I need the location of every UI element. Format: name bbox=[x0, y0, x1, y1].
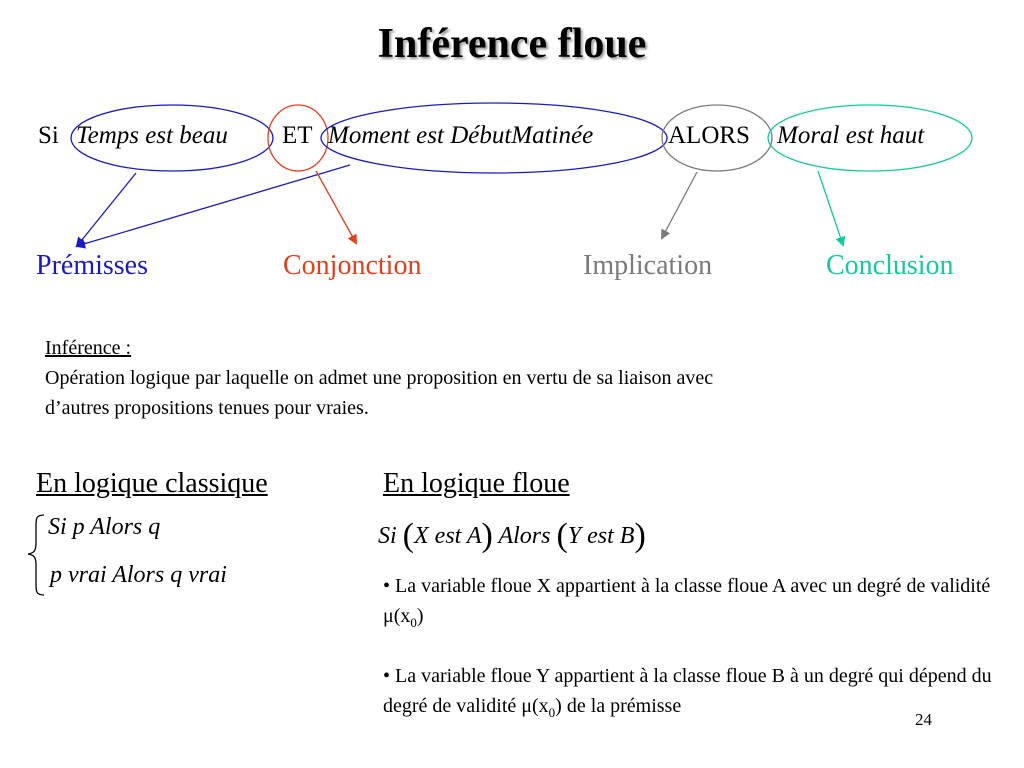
arrow-alors bbox=[662, 172, 697, 238]
arrow-et bbox=[316, 171, 356, 243]
bullet2-text: • La variable floue Y appartient à la classe floue B à un degré qui dépend du degré de validité μ(x bbox=[383, 665, 992, 717]
classique-line1: Si p Alors q bbox=[48, 514, 161, 540]
label-premisses: Prémisses bbox=[36, 250, 148, 281]
classique-heading: En logique classique bbox=[36, 468, 268, 499]
formula-paren-close-1: ) bbox=[481, 517, 493, 554]
formula-y: Y est B bbox=[567, 523, 635, 549]
bullet1-text: • La variable floue X appartient à la classe floue A avec un degré de validité μ(x bbox=[383, 575, 991, 627]
arrow-premise1 bbox=[77, 173, 136, 246]
floue-heading: En logique floue bbox=[383, 468, 570, 499]
definition-line1: Opération logique par laquelle on admet une proposition en vertu de sa liaison avec bbox=[45, 367, 714, 389]
sentence-premise1: Temps est beau bbox=[76, 122, 228, 149]
definition-heading: Inférence : bbox=[45, 337, 132, 359]
bullet1-end: ) bbox=[416, 605, 424, 627]
sentence-premise2: Moment est DébutMatinée bbox=[328, 122, 594, 149]
sentence-si: Si bbox=[38, 122, 59, 149]
definition-line2: d’autres propositions tenues pour vraies. bbox=[45, 397, 369, 419]
formula-paren-open-1: ( bbox=[402, 517, 414, 554]
bullet1-sub: 0 bbox=[410, 615, 417, 630]
slide-title: Inférence floue bbox=[377, 21, 647, 67]
sentence-conclusion: Moral est haut bbox=[777, 122, 925, 149]
arrow-premise2 bbox=[77, 165, 350, 246]
curly-brace bbox=[28, 515, 44, 595]
floue-bullet-1 bbox=[383, 571, 1013, 638]
sentence-alors: ALORS bbox=[668, 122, 750, 149]
formula-paren-open-2: ( bbox=[556, 517, 568, 554]
formula-si: Si bbox=[378, 523, 397, 549]
formula-paren-close-2: ) bbox=[634, 517, 646, 554]
label-implication: Implication bbox=[583, 250, 713, 281]
formula-x: X est A bbox=[414, 523, 482, 549]
arrow-conclusion bbox=[818, 171, 843, 245]
bullet2-end: ) de la prémisse bbox=[555, 695, 682, 717]
floue-formula bbox=[378, 514, 646, 552]
bullet2-sub: 0 bbox=[548, 705, 556, 720]
classique-line2: p vrai Alors q vrai bbox=[50, 562, 227, 588]
label-conclusion: Conclusion bbox=[826, 250, 954, 281]
sentence-et: ET bbox=[282, 122, 313, 149]
label-conjonction: Conjonction bbox=[283, 250, 422, 281]
page-number: 24 bbox=[915, 710, 932, 729]
formula-alors: Alors bbox=[498, 523, 551, 549]
